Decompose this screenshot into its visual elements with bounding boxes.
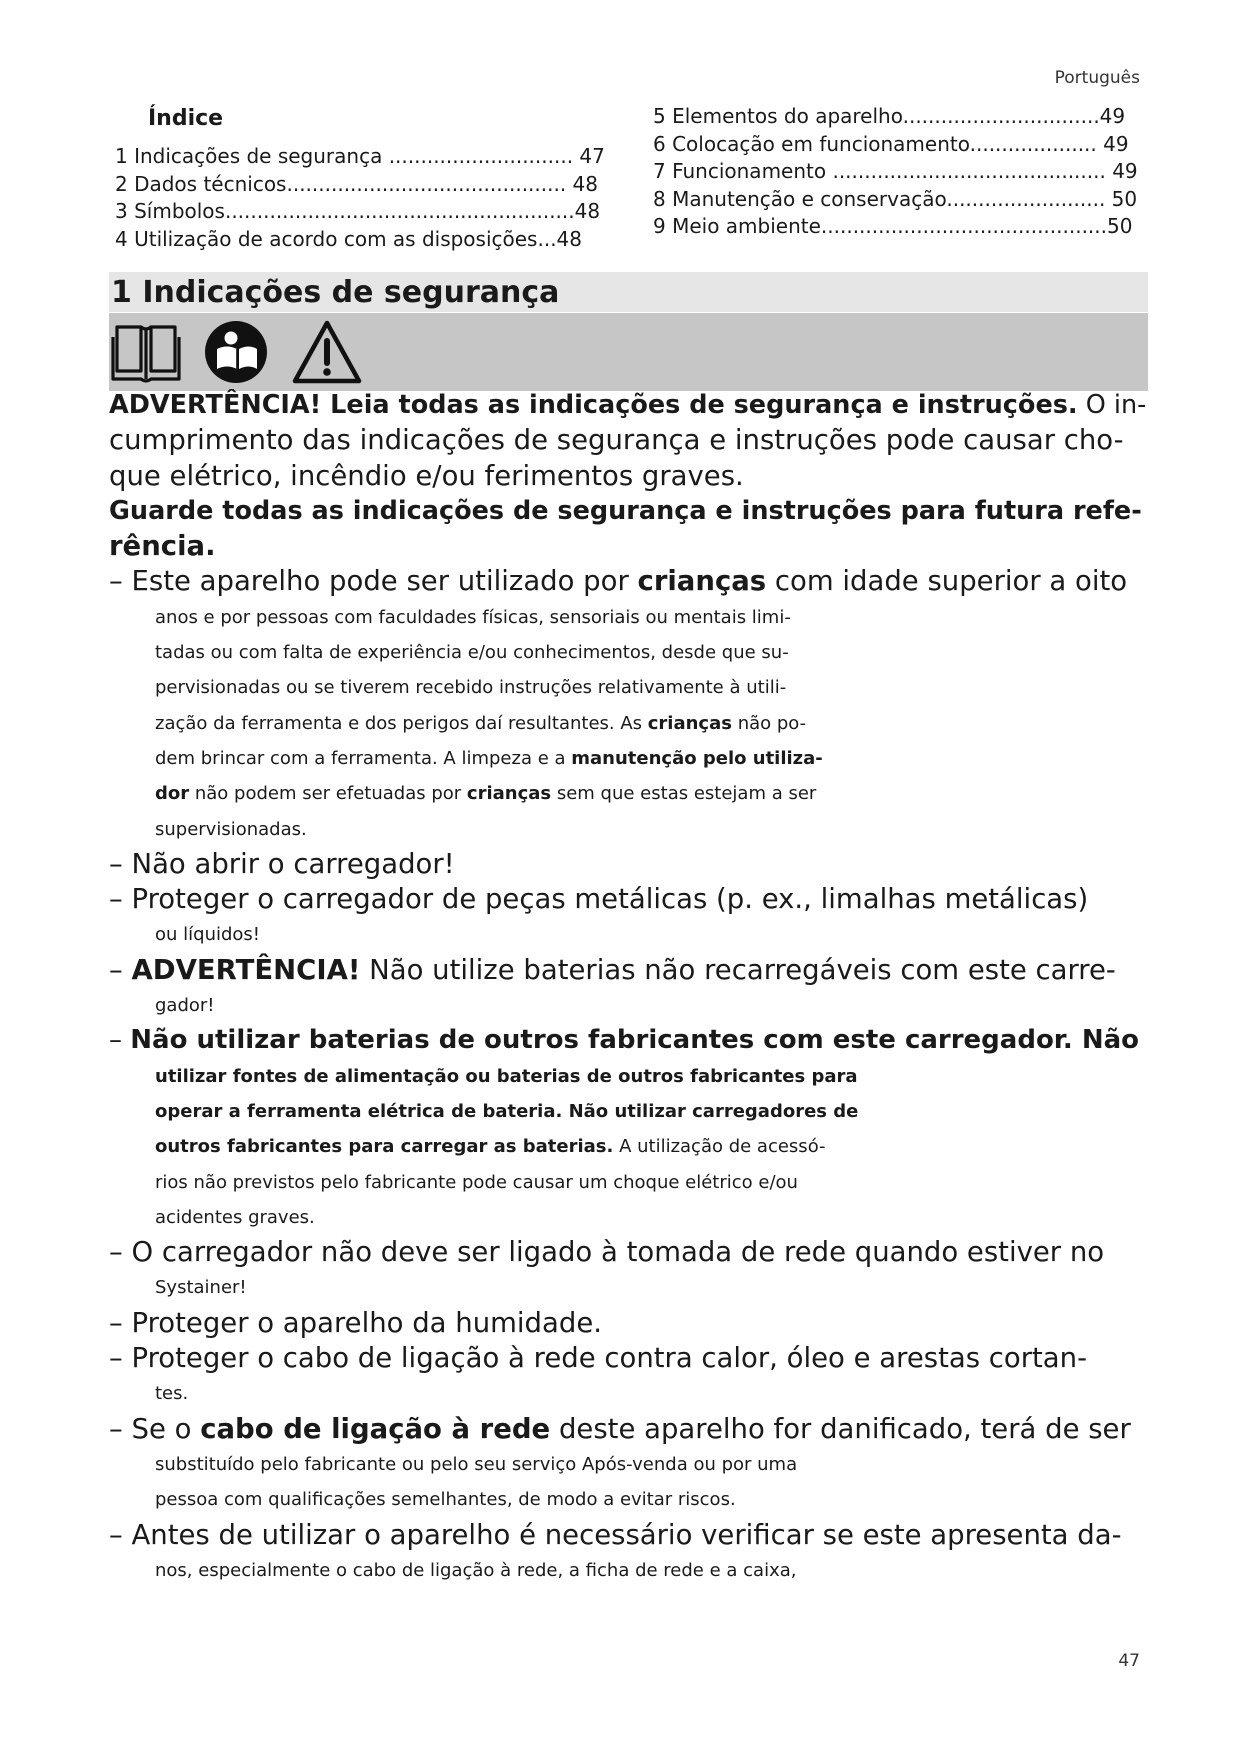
language-label: Português	[1054, 68, 1140, 88]
warning-emphasis: ADVERTÊNCIA! Leia todas as indicações de segurança e instruções.	[109, 390, 1078, 420]
toc-entry[interactable]: 5 Elementos do aparelho...............................49	[653, 104, 1126, 128]
safety-instructions-body	[109, 388, 1149, 1588]
safety-symbols-bar	[109, 313, 1148, 391]
list-item: – Se o cabo de ligação à rede deste aparelho for danificado, terá de ser substituído pelo fabricante ou pelo seu serviço Após-venda ou por uma pessoa com qualificações semelhantes, de modo a evitar riscos.	[109, 1412, 1131, 1511]
list-item: – Proteger o cabo de ligação à rede contra calor, óleo e arestas cortan- tes.	[109, 1342, 1088, 1405]
toc-entry[interactable]: 4 Utilização de acordo com as disposições...48	[115, 226, 583, 251]
toc-entry[interactable]: 6 Colocação em funcionamento.................... 49	[653, 131, 1129, 156]
list-item: – Não utilizar baterias de outros fabricantes com este carregador. Não utilizar fontes de alimentação ou baterias de outros fabricantes para operar a ferramenta elétrica de bateria. Não utilizar carregadores de outros fabricantes para carregar as baterias. A utilização de acessó- rios não previstos pelo fabricante pode causar um choque elétrico e/ou acidentes graves.	[109, 1025, 1140, 1228]
warning-paragraph: ADVERTÊNCIA! Leia todas as indicações de segurança e instruções. O in- cumprimento das indicações de segurança e instruções pode causar cho- que elétrico, incêndio e/ou ferimentos graves.	[109, 390, 1147, 492]
toc-entry[interactable]: 3 Símbolos.......................................................48	[115, 199, 601, 224]
section-title: 1 Indicações de segurança	[111, 275, 560, 310]
toc-entry[interactable]: 1 Indicações de segurança ............................. 47	[115, 144, 605, 168]
toc-right-column	[653, 103, 1138, 241]
list-item: – Proteger o aparelho da humidade.	[109, 1306, 602, 1339]
toc-entry[interactable]: 8 Manutenção e conservação......................... 50	[653, 186, 1138, 211]
page-number: 47	[1118, 1651, 1140, 1671]
list-item: – Não abrir o carregador!	[109, 847, 455, 880]
warning-triangle-icon	[291, 319, 363, 385]
list-item: – Este aparelho pode ser utilizado por crianças com idade superior a oito anos e por pessoas com faculdades físicas, sensoriais ou mentais limi- tadas ou com falta de experiência e/ou conhecimentos, desde que su- pervisionadas ou se tiverem recebido instruções relativamente à utili- zação da ferramenta e dos perigos daí resultantes. As crianças não po- dem brincar com a ferramenta. A limpeza e a manutenção pelo utiliza- dor não podem ser efetuadas por crianças sem que estas estejam a ser supervisionadas.	[109, 565, 1128, 840]
list-item: – O carregador não deve ser ligado à tomada de rede quando estiver no Systainer!	[109, 1236, 1105, 1299]
keep-instructions-paragraph: Guarde todas as indicações de segurança e instruções para futura refe- rência.	[109, 495, 1142, 563]
toc-entry[interactable]: 9 Meio ambiente.............................................50	[653, 214, 1133, 239]
manual-book-icon	[111, 319, 181, 385]
list-item: – ADVERTÊNCIA! Não utilize baterias não recarregáveis com este carre- gador!	[109, 953, 1116, 1017]
read-instructions-icon	[203, 319, 269, 385]
toc-left-column	[115, 143, 605, 253]
toc-entry[interactable]: 2 Dados técnicos............................................ 48	[115, 171, 599, 196]
toc-title: Índice	[148, 106, 224, 131]
list-item: – Antes de utilizar o aparelho é necessário verificar se este apresenta da- nos, especialmente o cabo de ligação à rede, a ficha de rede e a caixa,	[109, 1518, 1122, 1581]
list-item: – Proteger o carregador de peças metálicas (p. ex., limalhas metálicas) ou líquidos!	[109, 883, 1089, 946]
toc-entry[interactable]: 7 Funcionamento ........................................... 49	[653, 159, 1138, 184]
